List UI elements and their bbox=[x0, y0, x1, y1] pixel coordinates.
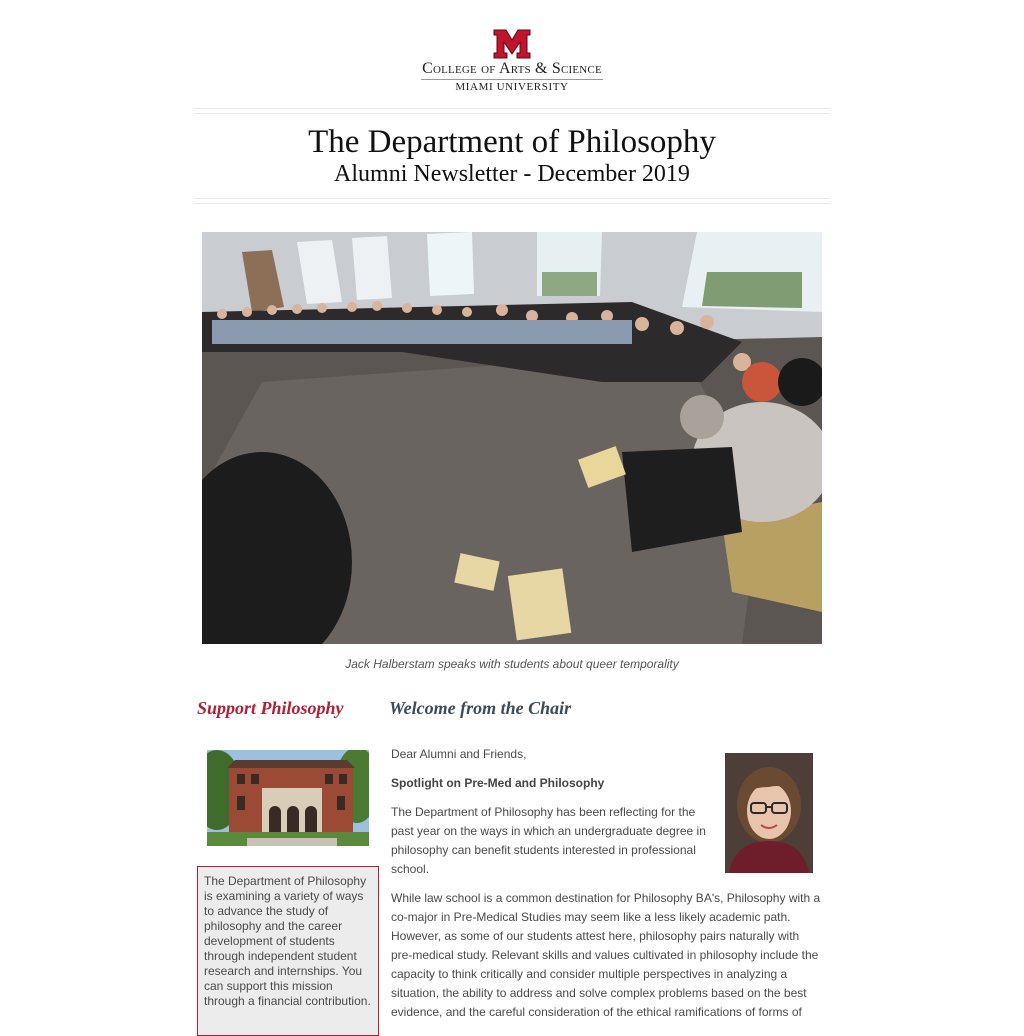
college-logo[interactable] bbox=[194, 28, 830, 94]
spotlight-heading: Spotlight on Pre-Med and Philosophy bbox=[391, 776, 605, 790]
hero-photo bbox=[202, 232, 822, 644]
hall-building-illustration bbox=[207, 750, 369, 846]
header-divider-top bbox=[194, 108, 830, 114]
newsletter bbox=[194, 0, 830, 1024]
article-paragraph: While law school is a common destination for Philosophy BA's, Philosophy with a co-major in Pre-Medical Studies may seem like a less likely academic path. However, as some of our students attest here, philosophy pairs naturally with pre-medical study. Relevant skills and values cultivated in philosophy include the capacity to think critically and consider multiple perspectives in analyzing a situation, the ability to address and solve complex problems based on the best evidence, and the careful consideration of the ethical ramifications of forms of bbox=[391, 891, 821, 1019]
welcome-heading: Welcome from the Chair bbox=[389, 698, 572, 718]
miami-m-logo-icon bbox=[492, 28, 532, 60]
university-name: MIAMI UNIVERSITY bbox=[455, 81, 569, 93]
building-photo[interactable] bbox=[207, 750, 369, 846]
college-name bbox=[194, 61, 830, 78]
hero-caption: Jack Halberstam speaks with students about queer temporality bbox=[345, 657, 679, 671]
chair-portrait bbox=[725, 753, 813, 873]
page-subtitle: Alumni Newsletter - December 2019 bbox=[334, 161, 690, 187]
classroom-photo-illustration bbox=[202, 232, 822, 644]
support-heading: Support Philosophy bbox=[197, 698, 344, 718]
article-paragraph: The Department of Philosophy has been reflecting for the past year on the ways in which an undergraduate degree in philosophy can benefit students interested in professional school. bbox=[391, 805, 706, 876]
page-title: The Department of Philosophy bbox=[308, 124, 716, 160]
header-divider-bottom bbox=[194, 198, 830, 204]
college-line: College of Arts & Science bbox=[422, 60, 602, 77]
support-body: The Department of Philosophy is examining a variety of ways to advance the study of philosophy and the career development of students through independent student research and internships. You can support this mission through a financial contribution. bbox=[204, 874, 371, 1008]
greeting: Dear Alumni and Friends, bbox=[391, 747, 527, 761]
support-callout[interactable] bbox=[197, 866, 379, 1036]
portrait-illustration bbox=[725, 753, 813, 873]
